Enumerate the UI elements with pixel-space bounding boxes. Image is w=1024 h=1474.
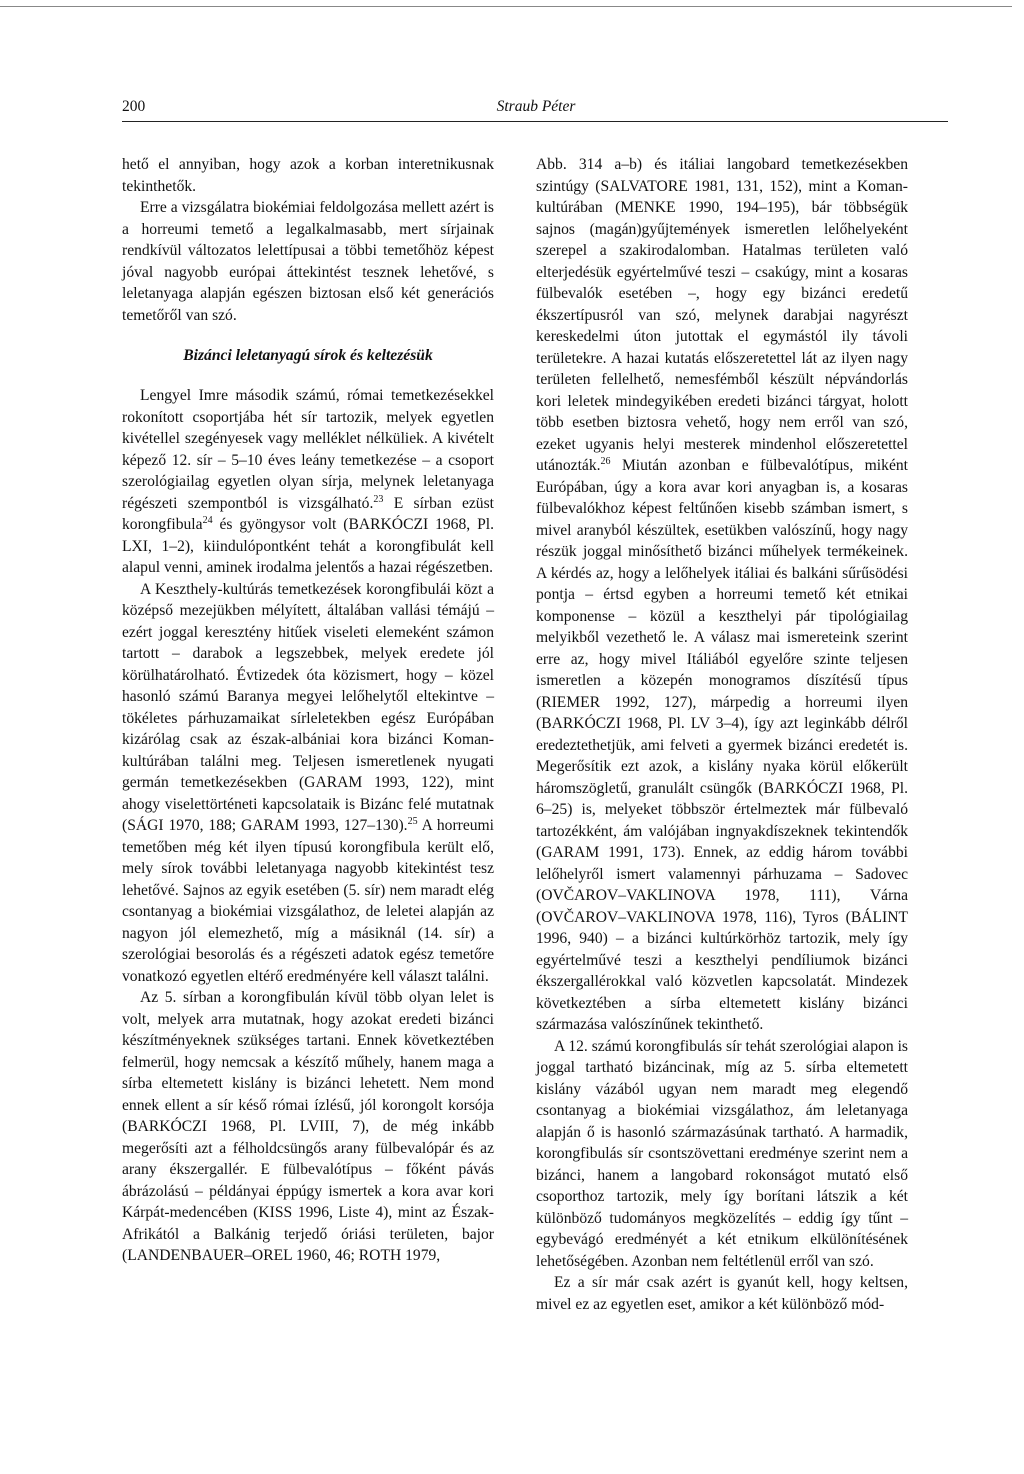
running-title: Straub Péter bbox=[496, 98, 576, 115]
paragraph: hető el annyiban, hogy azok a korban interetnikusnak tekinthetők. bbox=[122, 156, 494, 195]
paragraph: Az 5. sírban a korongfibulán kívül több olyan lelet is volt, melyek arra mutatnak, hogy azokat eredeti bizánci készítményeknek szükséges tartani. Ennek következtében felmerül, hogy nemcsak a készítő műhely, hanem maga a sírba eltemetett kislány is bizánci lehetett. Nem mond ennek ellent a sír késő római ízlésű, jól korongolt korsója (BARKÓCZI 1968, Pl. LVIII, 7), de még inkább megerősíti azt a félholdcsüngős arany fülbevalópár és az arany ékszergallér. E fülbevalótípus – főként pávás ábrázolású – példányai éppúgy ismertek a kora avar kori Kárpát-medencében (KISS 1996, Liste 4), mint az Észak-Afrikától a Balkánig terjedő óriási területen, bajor (LANDENBAUER–OREL 1960, 46; ROTH 1979, bbox=[122, 989, 494, 1264]
text-run: A Keszthely-kultúrás temetkezések korongfibulái közt a középső mezejükben mélyített, általában vallási témájú – ezért joggal keresztény hitűek viseleti elemeként számon tartott – darabok a legszebbek, melyek eredete jól körülhatárolható. Évtizedek óta közismert, hogy – közel hasonló számú Baranya megyei lelőhelytől eltekintve – tökéletes párhuzamaikat sírleletekben egész Európában kizárólag csak az észak-albániai kora bizánci Koman-kultúrában találni meg. Teljesen ismeretlenek nyugati germán temetkezésekben (GARAM 1993, 122), mint ahogy viselettörténeti kapcsolataik is Bizánc felé mutatnak (SÁGI 1970, 188; GARAM 1993, 127–130). bbox=[122, 580, 494, 834]
text-run: E sírban ezüst korongfibula bbox=[122, 494, 495, 533]
paragraph bbox=[536, 154, 908, 1036]
paragraph bbox=[122, 579, 494, 988]
running-header bbox=[122, 98, 950, 120]
text-run: Abb. 314 a–b) és itáliai langobard temetkezésekben szintúgy (SALVATORE 1981, 131, 152), mint a Koman-kultúrában (MENKE 1990, 194–195), bár többségük sajnos (magán)gyűjtemények ismeretlen lelőhelyeként szerepel a szakirodalomban. Hatalmas területen való elterjedésük egyértelművé teszi – csakúgy, mint a kosaras fülbevalók esetében –, hogy egy bizánci eredetű ékszertípusról van szó, melynek darabjai nagyrészt kereskedelmi úton jutottak el egymástól ily távoli területekre. A hazai kutatás előszeretettel lát az ilyen nagy területen fellelhető, nemesfémből készült népvándorlás kori leletek mindegyikében eredeti bizánci tárgyat, holott több esetben biztosra vehető, hogy nem erről van szó, ezeket ugyanis helyi mesterek mindenhol előszeretettel utánozták. bbox=[536, 156, 908, 474]
header-rule bbox=[122, 121, 948, 122]
footnote-marker: 26 bbox=[600, 455, 611, 467]
footnote-marker: 23 bbox=[373, 493, 384, 505]
paragraph bbox=[122, 385, 494, 579]
left-column bbox=[122, 154, 494, 1267]
paragraph: Erre a vizsgálatra biokémiai feldolgozása mellett azért is a horreumi temető a legalkalmasabb, mert sírjainak rendkívül változatos lelettípusai a többi temetőhöz képest jóval nagyobb európai áttekintést tesznek lehetővé, s leletanyaga alapján egészen biztosan első két generációs temetőről van szó. bbox=[122, 199, 494, 324]
text-run: és gyöngysor volt (BARKÓCZI 1968, Pl. LXI, 1–2), kiindulópontként tehát a korongfibulát kell alapul venni, aminek irodalma jelentős a hazai régészetben. bbox=[122, 516, 494, 576]
section-heading: Bizánci leletanyagú sírok és keltezésük bbox=[183, 347, 433, 364]
text-run: Lengyel Imre második számú, római temetkezésekkel rokonított csoportjába hét sír tartozik, melyek egyetlen kivétellel szegényesek vagy melléklet nélküliek. A kivételt képező 12. sír – 5–10 éves leány temetkezése – a csoport szerológiailag egyetlen olyan sírja, melynek leletanyaga régészeti szempontból is vizsgálható. bbox=[122, 387, 494, 512]
right-column bbox=[536, 154, 908, 1315]
scan-top-edge bbox=[0, 6, 1012, 7]
paragraph: A 12. számú korongfibulás sír tehát szerológiai alapon is joggal tartható bizáncinak, míg az 5. sírba eltemetett kislány vázából ugyan nem maradt meg elegendő csontanyag a biokémiai vizsgálathoz, ám leletanyaga alapján ő is hasonló származásúnak tartható. A harmadik, korongfibulás sír csontszövettani eredménye szerint nem a bizánci, hanem a langobard rokonságot mutató első csoporthoz tartozik, mely így borítani látszik a két különböző tudományos megközelítés – eddig így tűnt – egybevágó eredményét a két etnikum elkülönítésének lehetőségében. Azonban nem feltétlenül erről van szó. bbox=[536, 1037, 908, 1270]
paragraph: Ez a sír már csak azért is gyanút kell, hogy keltsen, mivel ez az egyetlen eset, amikor a két különböző mód- bbox=[536, 1274, 908, 1313]
text-run: Miután azonban e fülbevalótípus, miként Európában, úgy a kora avar kori anyagban is, a kosaras fülbevalókhoz képest feltűnően kisebb számban ismert, s mivel aranyból készültek, esetükben valószínű, hogy nagy részük joggal minősíthető bizánci műhelyek termékeinek. A kérdés az, hogy a lelőhelyek itáliai és balkáni sűrűsödési pontja – értsd egyben a horreumi temető két etnikai komponense – közül a keszthelyi pár tipológiailag melyikből vezethető le. A válasz mai ismereteink szerint erre az, hogy mivel Itáliából egyelőre szinte teljesen ismeretlen a közepén monogramos díszítésű típus (RIEMER 1992, 127), márpedig a horreumi ilyen (BARKÓCZI 1968, Pl. LV 3–4), így azt leginkább délről eredeztethetjük, ami felveti a gyermek bizánci eredetét is. Megerősítik ezt azok, a kislány nyaka körül előkerült háromszögletű, granulált csüngők (BARKÓCZI 1968, Pl. 6–25) is, melyeket többször értelmeztek már fülbevaló tartozékként, ám valójában ingnyakdíszeknek tekintendők (GARAM 1991, 173). Ennek, az eddig három további lelőhelyről ismert valamennyi párhuzama – Sadovec (OVČAROV–VAKLINOVA 1978, 111), Várna (OVČAROV–VAKLINOVA 1978, 116), Tyros (BÁLINT 1996, 940) – a bizánci kultúrkörhöz tartozik, mely így egyértelművé teszi a keszthelyi pendíliumok bizánci ékszergallérokkal való közvetlen kapcsolatát. Mindezek következtében a sírba eltemetett kislány bizánci származása valószínűnek tekinthető. bbox=[536, 457, 908, 1033]
page-number: 200 bbox=[122, 98, 146, 115]
footnote-marker: 24 bbox=[202, 514, 213, 526]
footnote-marker: 25 bbox=[407, 815, 418, 827]
text-run: A horreumi temetőben még két ilyen típusú korongfibula került elő, mely sírok további leletanyaga nagyobb kitekintést tesz lehetővé. Sajnos az egyik esetében (5. sír) nem maradt elég csontanyag a biokémiai vizsgálathoz, de leletei alapján az nagyon jól elemezhető, míg a másiknál (14. sír) a szerológiai besorolás és a régészeti adatok egész temetőre vonatkozó egyetlen eltérő eredményére kell választ találni. bbox=[122, 817, 495, 985]
